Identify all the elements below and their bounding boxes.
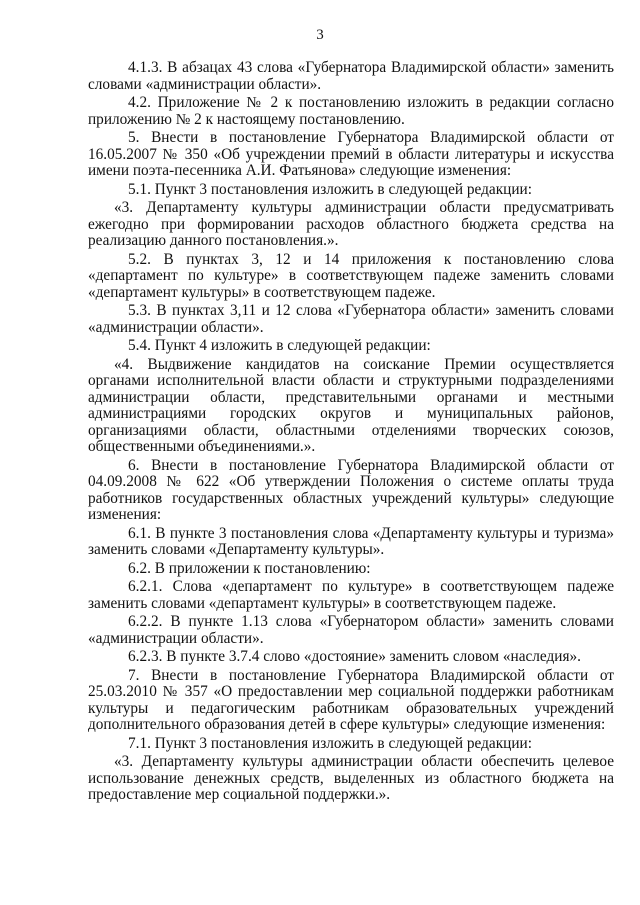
paragraph-5-2: 5.2. В пунктах 3, 12 и 14 приложения к постановлению слова «департамент по культуре» в соответствующем падеже заменить словами «департамент культуры» в соответствующем падеже. [88, 250, 614, 301]
paragraph-7-1: 7.1. Пункт 3 постановления изложить в следующей редакции: [128, 734, 532, 752]
paragraph-6: 6. Внести в постановление Губернатора Владимирской области от 04.09.2008 № 622 «Об утверждении Положения о системе оплаты труда работников государственных областных учреждений культуры» следующие изменения: [88, 456, 614, 523]
paragraph-6-2-1: 6.2.1. Слова «департамент по культуре» в соответствующем падеже заменить словами «департамент культуры» в соответствующем падеже. [88, 578, 614, 612]
paragraph-5-3: 5.3. В пунктах 3,11 и 12 слова «Губернатора области» заменить словами «администрации области». [88, 302, 614, 336]
paragraph-7: 7. Внести в постановление Губернатора Владимирской области от 25.03.2010 № 357 «О предоставлении мер социальной поддержки работникам культуры и педагогическим работникам образовательных учреждений дополнительного образования детей в сфере культуры» следующие изменения: [88, 666, 614, 733]
paragraph-7-1-quote: «3. Департаменту культуры администрации области обеспечить целевое использование денежных средств, выделенных из областного бюджета на предоставление мер социальной поддержки.». [88, 753, 614, 803]
paragraph-5-1: 5.1. Пункт 3 постановления изложить в следующей редакции: [128, 180, 532, 198]
paragraph-5-1-quote: «3. Департаменту культуры администрации области предусматривать ежегодно при формировании расходов областного бюджета средства на реализацию данного постановления.». [88, 199, 614, 249]
page-number: 3 [316, 27, 324, 43]
document-body [88, 60, 614, 804]
paragraph-4-1-3: 4.1.3. В абзацах 43 слова «Губернатора Владимирской области» заменить словами «администрации области». [88, 59, 614, 93]
paragraph-5: 5. Внести в постановление Губернатора Владимирской области от 16.05.2007 № 350 «Об учреждении премий в области литературы и искусства имени поэта-песенника А.И. Фатьянова» следующие изменения: [88, 129, 614, 179]
paragraph-6-2-3: 6.2.3. В пункте 3.7.4 слово «достояние» заменить словом «наследия». [128, 648, 581, 665]
paragraph-5-4: 5.4. Пункт 4 изложить в следующей редакции: [128, 337, 431, 354]
paragraph-4-2: 4.2. Приложение № 2 к постановлению изложить в редакции согласно приложению № 2 к настоящему постановлению. [88, 94, 614, 128]
paragraph-6-2-2: 6.2.2. В пункте 1.13 слова «Губернатором области» заменить словами «администрации области». [88, 613, 614, 647]
paragraph-6-1: 6.1. В пункте 3 постановления слова «Департаменту культуры и туризма» заменить словами «Департаменту культуры». [88, 524, 614, 558]
paragraph-6-2: 6.2. В приложении к постановлению: [128, 559, 371, 577]
paragraph-5-4-quote: «4. Выдвижение кандидатов на соискание Премии осуществляется органами исполнительной власти области и структурными подразделениями администрации области, представительными органами и местными администрациями городских округов и муниципальных районов, организациями области, областными отделениями творческих союзов, общественными объединениями.». [88, 355, 614, 455]
